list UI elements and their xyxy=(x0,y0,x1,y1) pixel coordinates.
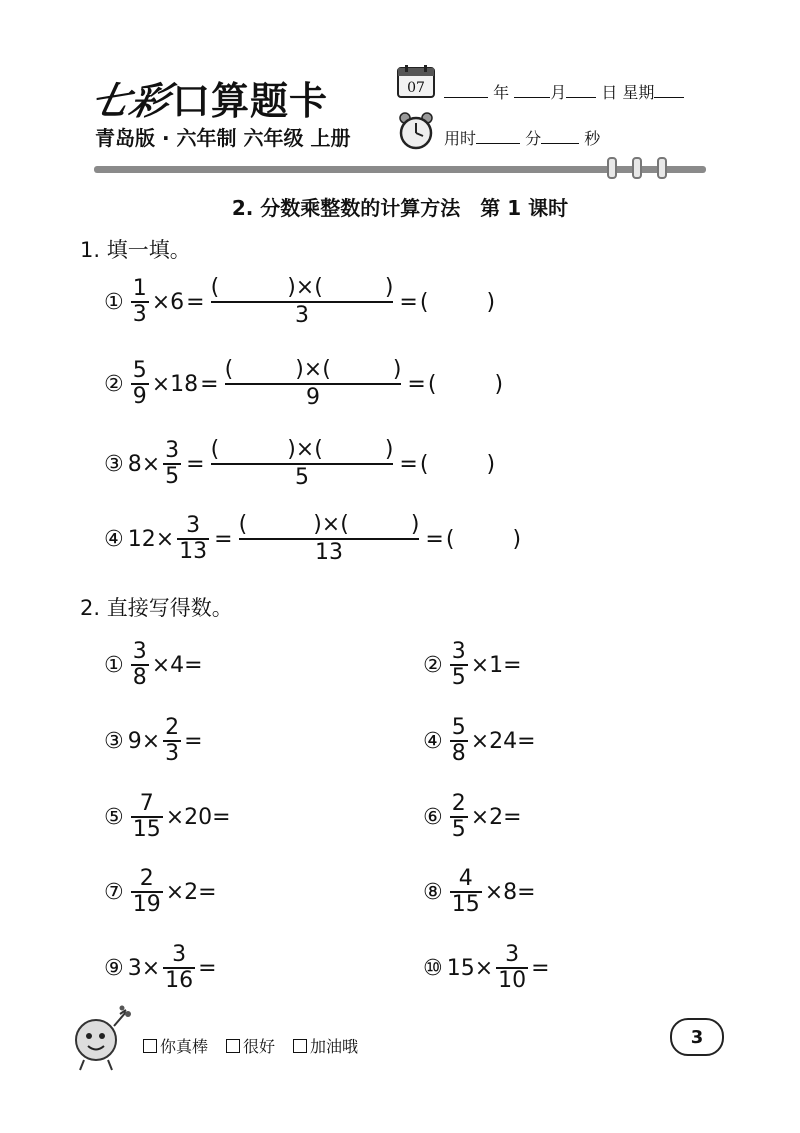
page-number: 3 xyxy=(670,1018,724,1056)
fraction xyxy=(450,716,468,766)
item-marker: ⑩ xyxy=(423,955,443,981)
numerator: 3 xyxy=(186,513,201,538)
equals-sign: = xyxy=(200,371,219,397)
right-operand: ×2= xyxy=(470,804,522,830)
equals-sign: = xyxy=(214,526,233,552)
year-label: 年 xyxy=(493,83,510,102)
item-marker: ⑥ xyxy=(423,804,443,830)
fraction xyxy=(450,792,468,842)
item-marker: ⑧ xyxy=(423,879,443,905)
brand-title xyxy=(86,70,329,125)
mascot-icon xyxy=(68,1004,134,1072)
denominator: 9 xyxy=(132,384,147,409)
time-line xyxy=(444,126,600,149)
equals-sign: = xyxy=(399,451,418,477)
compute-item xyxy=(104,711,263,771)
item-marker: ① xyxy=(104,289,124,315)
left-paren: ( xyxy=(314,437,323,462)
fill-in-row xyxy=(104,434,495,494)
numerator: 3 xyxy=(132,639,147,664)
rating-label: 你真棒 xyxy=(160,1037,209,1056)
answer-fraction xyxy=(225,357,402,411)
left-operand: 15× xyxy=(446,955,494,981)
equals-sign: = xyxy=(186,451,205,477)
denominator: 5 xyxy=(165,464,180,489)
fraction xyxy=(177,514,209,564)
right-operand: = xyxy=(198,955,217,981)
section1-heading: 1. 填一填。 xyxy=(80,238,191,262)
compute-item xyxy=(423,787,582,847)
brand-prefix: 七彩 xyxy=(86,79,174,123)
calendar-icon xyxy=(397,64,435,98)
item-marker: ③ xyxy=(104,728,124,754)
times-sign: × xyxy=(321,512,341,537)
numerator: 5 xyxy=(451,715,466,740)
answer-denominator: 3 xyxy=(211,301,394,329)
edition-label: 青岛版 · 六年制 六年级 上册 xyxy=(95,126,351,150)
binder-ring xyxy=(607,157,617,179)
right-operand: ×20= xyxy=(165,804,231,830)
left-paren: ( xyxy=(224,357,234,382)
fill-in-row xyxy=(104,272,495,332)
right-paren: ) xyxy=(384,437,394,462)
right-paren: ) xyxy=(512,526,522,552)
date-line xyxy=(444,80,684,103)
compute-item xyxy=(423,635,582,695)
equals-sign: = xyxy=(186,289,205,315)
denominator: 5 xyxy=(451,665,466,690)
right-operand: ×6 xyxy=(151,289,185,315)
fraction xyxy=(131,792,163,842)
right-operand: ×8= xyxy=(484,879,536,905)
times-sign: × xyxy=(303,357,323,382)
compute-item xyxy=(104,938,277,998)
right-paren: ) xyxy=(287,275,296,300)
left-paren: ( xyxy=(314,275,323,300)
binder-ring xyxy=(632,157,642,179)
calendar-day: 07 xyxy=(407,80,425,96)
answer-numerator xyxy=(239,512,420,538)
weekday-blank[interactable] xyxy=(654,83,684,98)
rating-option[interactable] xyxy=(143,1034,208,1057)
compute-item xyxy=(104,635,263,695)
denominator: 15 xyxy=(132,817,161,842)
right-operand: ×24= xyxy=(470,728,536,754)
numerator: 5 xyxy=(132,358,147,383)
answer-denominator: 5 xyxy=(211,463,394,491)
fraction xyxy=(450,867,482,917)
checkbox[interactable] xyxy=(143,1039,157,1053)
fill-in-row xyxy=(104,354,503,414)
item-marker: ⑦ xyxy=(104,879,124,905)
answer-fraction xyxy=(239,512,420,566)
left-paren: ( xyxy=(210,437,220,462)
compute-item xyxy=(423,938,610,998)
right-paren: ) xyxy=(384,275,394,300)
numerator: 3 xyxy=(165,438,180,463)
right-paren: ) xyxy=(287,437,296,462)
denominator: 19 xyxy=(132,892,161,917)
left-paren: ( xyxy=(419,451,429,477)
second-label: 秒 xyxy=(584,129,601,148)
left-paren: ( xyxy=(210,275,220,300)
answer-denominator: 13 xyxy=(239,538,420,566)
numerator: 2 xyxy=(139,866,154,891)
denominator: 16 xyxy=(165,968,194,993)
numerator: 2 xyxy=(451,791,466,816)
answer-numerator xyxy=(211,275,394,301)
denominator: 3 xyxy=(165,741,180,766)
fraction xyxy=(131,277,149,327)
equals-sign: = xyxy=(399,289,418,315)
item-marker: ② xyxy=(423,652,443,678)
fraction xyxy=(131,640,149,690)
fraction xyxy=(496,943,528,993)
right-paren: ) xyxy=(313,512,322,537)
year-blank[interactable] xyxy=(444,83,488,98)
left-operand: 8× xyxy=(127,451,161,477)
item-marker: ② xyxy=(104,371,124,397)
fraction xyxy=(163,943,195,993)
compute-item xyxy=(104,787,291,847)
rating-label: 很好 xyxy=(243,1037,276,1056)
month-blank[interactable] xyxy=(514,83,550,98)
item-marker: ⑤ xyxy=(104,804,124,830)
checkbox[interactable] xyxy=(226,1039,240,1053)
right-paren: ) xyxy=(295,357,304,382)
right-paren: ) xyxy=(486,289,496,315)
compute-item xyxy=(423,711,596,771)
equals-sign: = xyxy=(407,371,426,397)
right-operand: ×2= xyxy=(165,879,217,905)
numerator: 4 xyxy=(458,866,473,891)
month-label: 月 xyxy=(550,83,567,102)
right-operand: ×18 xyxy=(151,371,199,397)
fraction xyxy=(131,359,149,409)
day-blank[interactable] xyxy=(566,83,596,98)
left-paren: ( xyxy=(238,512,248,537)
checkbox[interactable] xyxy=(293,1039,307,1053)
numerator: 2 xyxy=(165,715,180,740)
numerator: 3 xyxy=(172,942,187,967)
left-operand: 12× xyxy=(127,526,175,552)
rating-option[interactable] xyxy=(226,1034,275,1057)
right-paren: ) xyxy=(494,371,504,397)
clock-icon xyxy=(397,112,435,150)
lesson-title: 2. 分数乘整数的计算方法 第 1 课时 xyxy=(231,196,569,220)
compute-item xyxy=(104,862,277,922)
brand-suffix: 口算题卡 xyxy=(172,79,329,123)
fraction xyxy=(131,867,163,917)
numerator: 3 xyxy=(451,639,466,664)
answer-denominator: 9 xyxy=(225,383,402,411)
left-paren: ( xyxy=(340,512,349,537)
left-operand: 3× xyxy=(127,955,161,981)
fraction xyxy=(450,640,468,690)
rating-label: 加油哦 xyxy=(310,1037,359,1056)
denominator: 3 xyxy=(132,302,147,327)
equals-sign: = xyxy=(425,526,444,552)
rating-option[interactable] xyxy=(293,1034,358,1057)
right-paren: ) xyxy=(410,512,420,537)
answer-fraction xyxy=(211,437,394,491)
denominator: 5 xyxy=(451,817,466,842)
times-sign: × xyxy=(295,437,315,462)
item-marker: ④ xyxy=(423,728,443,754)
minute-blank[interactable] xyxy=(476,129,520,144)
fraction xyxy=(163,439,181,489)
numerator: 3 xyxy=(505,942,520,967)
numerator: 7 xyxy=(139,791,154,816)
left-paren: ( xyxy=(427,371,437,397)
right-paren: ) xyxy=(392,357,402,382)
answer-numerator xyxy=(225,357,402,383)
left-paren: ( xyxy=(445,526,455,552)
denominator: 8 xyxy=(451,741,466,766)
self-rating xyxy=(143,1034,358,1057)
right-operand: ×4= xyxy=(151,652,203,678)
item-marker: ③ xyxy=(104,451,124,477)
section2-heading: 2. 直接写得数。 xyxy=(80,596,233,620)
duration-label: 用时 xyxy=(444,129,477,148)
weekday-label: 星期 xyxy=(622,83,655,102)
denominator: 13 xyxy=(179,539,208,564)
right-operand: = xyxy=(184,728,203,754)
day-label: 日 xyxy=(601,83,618,102)
denominator: 8 xyxy=(132,665,147,690)
left-operand: 9× xyxy=(127,728,161,754)
fill-in-row xyxy=(104,509,521,569)
right-operand: = xyxy=(531,955,550,981)
denominator: 10 xyxy=(498,968,527,993)
numerator: 1 xyxy=(132,276,147,301)
binder-ring xyxy=(657,157,667,179)
item-marker: ⑨ xyxy=(104,955,124,981)
minute-label: 分 xyxy=(525,129,542,148)
item-marker: ④ xyxy=(104,526,124,552)
second-blank[interactable] xyxy=(541,129,579,144)
compute-item xyxy=(423,862,596,922)
denominator: 15 xyxy=(451,892,480,917)
left-paren: ( xyxy=(419,289,429,315)
right-paren: ) xyxy=(486,451,496,477)
item-marker: ① xyxy=(104,652,124,678)
answer-numerator xyxy=(211,437,394,463)
left-paren: ( xyxy=(322,357,331,382)
answer-fraction xyxy=(211,275,394,329)
times-sign: × xyxy=(295,275,315,300)
right-operand: ×1= xyxy=(470,652,522,678)
fraction xyxy=(163,716,181,766)
